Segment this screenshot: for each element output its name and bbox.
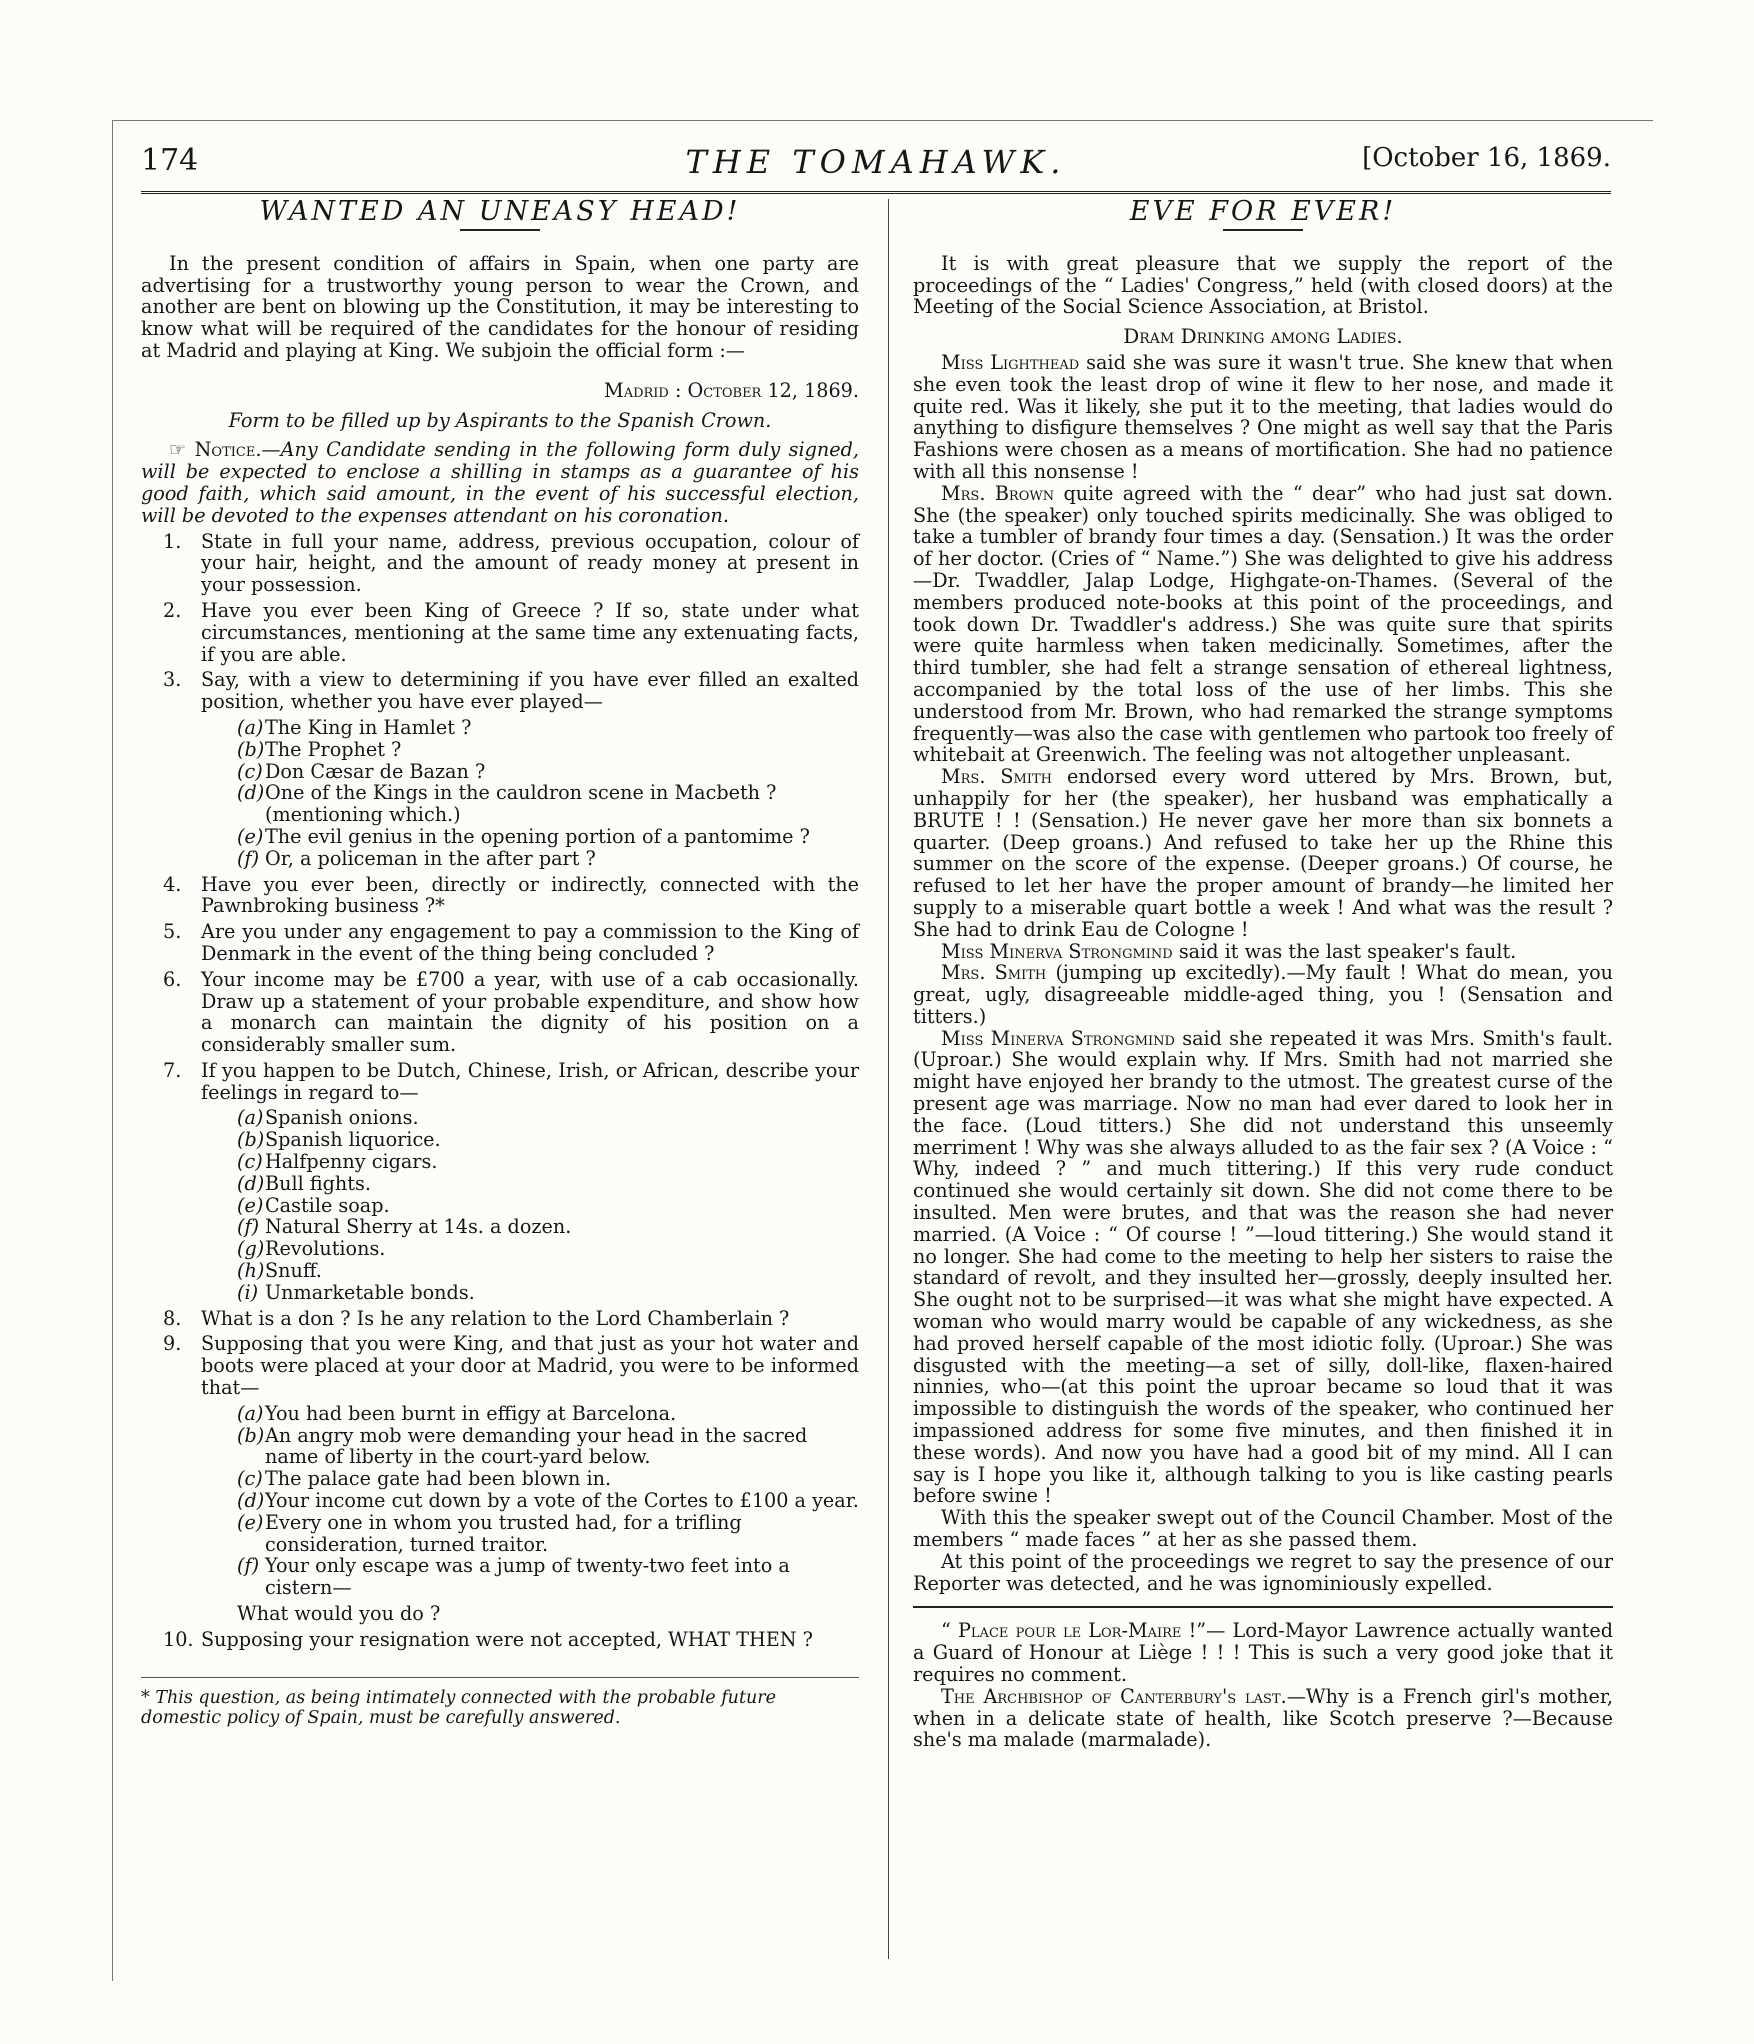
article-title-eve: EVE FOR EVER! — [1129, 196, 1397, 227]
masthead-title: THE TOMAHAWK. — [685, 143, 1067, 181]
newspaper-page — [112, 120, 1653, 1981]
speaker-name: Miss Minerva Strongmind — [941, 1026, 1175, 1050]
sub-item: (a) Spanish onions. — [237, 1106, 419, 1130]
section-subhead: Dram Drinking among Ladies. — [1123, 324, 1403, 349]
speaker-name: Mrs. Smith — [941, 765, 1053, 789]
column-divider — [888, 199, 889, 1959]
question-text: Supposing your resignation were not accepted, WHAT THEN ? — [201, 1627, 813, 1651]
sub-item: (e) Castile soap. — [237, 1193, 390, 1217]
speaker-name: Miss Minerva Strongmind — [941, 939, 1173, 963]
narration-paragraph: At this point of the proceedings we regret to say the presence of our Reporter was detected, and he was ignominiously expelled. — [913, 1549, 1613, 1595]
sub-item: (f) Your only escape was a jump of twenty-two feet into a cistern— — [237, 1554, 790, 1600]
title-rule — [460, 229, 540, 231]
sub-item: (i) Unmarketable bonds. — [237, 1280, 475, 1304]
speech-paragraph: Mrs. Smith endorsed every word uttered by Mrs. Brown, but, unhappily for her (the speaker), her husband was emphatically a BRUTE ! ! (Sensation.) He never gave her more than six bonnets a quarter. (Deep groans.) And refused to take her up the Rhine this summer on the score of the expense. (Deeper groans.) Of course, he refused to let her have the proper amount of brandy—he limited her supply to a miserable quart bottle a week ! And what was the result ? She had to drink Eau de Cologne ! — [913, 765, 1613, 941]
question-item: 9. Supposing that you were King, and that just as your hot water and boots were placed at your door at Madrid, you were to be informed that— (a) You had been burnt in effigy at Barcelona. (b) An angry mob were demanding your head in the sacred name of liberty in the court-yard below. (c) The palace gate had been blown in. (d) Your income cut down by a vote of the Cortes to £100 a year. (e) Every one in whom you trusted had, for a trifling consideration, turned traitor. (f) Your only escape was a jump of twenty-two feet into a cistern— What would you do ? — [163, 1332, 859, 1626]
header-rule — [141, 191, 1611, 194]
sub-list — [237, 1403, 859, 1599]
question-text: Say, with a view to determining if you have ever filled an exalted position, whether you have ever played— — [201, 668, 859, 714]
question-item: 1. State in full your name, address, previous occupation, colour of your hair, height, and the amount of ready money at present in your possession. — [163, 529, 859, 597]
issue-date: [October 16, 1869. — [1362, 143, 1611, 173]
narration-paragraph: With this the speaker swept out of the Council Chamber. Most of the members “ made faces ” at her as she passed them. — [913, 1506, 1613, 1552]
right-column — [913, 196, 1614, 1752]
section-rule — [913, 1606, 1613, 1608]
question-text: Have you ever been King of Greece ? If so, state under what circumstances, mentioning at the same time any extenuating facts, if you are able. — [201, 598, 859, 666]
speech-paragraph: Mrs. Smith (jumping up excitedly).—My fault ! What do mean, you great, ugly, disagreeable middle-aged thing, you ! (Sensation and titters.) — [913, 961, 1613, 1028]
footnote: * This question, as being intimately connected with the probable future domestic policy of Spain, must be carefully answered. — [141, 1677, 859, 1728]
question-item: 2. Have you ever been King of Greece ? If so, state under what circumstances, mentioning at the same time any extenuating facts, if you are able. — [163, 598, 859, 666]
sub-list — [237, 717, 859, 870]
speaker-name: Miss Lighthead — [941, 350, 1080, 374]
page-header — [141, 143, 1611, 189]
sub-item: (a) The King in Hamlet ? — [237, 715, 472, 739]
sub-item: (e) The evil genius in the opening portion of a pantomime ? — [237, 824, 810, 848]
speech-paragraph: Mrs. Brown quite agreed with the “ dear” who had just sat down. She (the speaker) only touched spirits medicinally. She was obliged to take a tumbler of brandy four times a day. (Sensation.) It was the order of her doctor. (Cries of “ Name.”) She was delighted to give his address—Dr. Twaddler, Jalap Lodge, Highgate-on-Thames. (Several of the members produced note-books at this point of the proceedings, and took down Dr. Twaddler's address.) She was quite sure that spirits were quite harmless when taken medicinally. Sometimes, after the third tumbler, she had felt a strange sensation of ethereal lightness, accompanied by the total loss of the use of her limbs. This she understood from Mr. Brown, who had remarked the strange symptoms frequently—was also the case with gentlemen who partook too freely of whitebait at Greenwich. The feeling was not altogether unpleasant. — [913, 481, 1613, 767]
question-item: 10. Supposing your resignation were not accepted, WHAT THEN ? — [163, 1627, 813, 1651]
speaker-name: Mrs. Brown — [941, 481, 1055, 505]
question-text: If you happen to be Dutch, Chinese, Irish, or African, describe your feelings in regard to— — [201, 1058, 859, 1104]
article-title-wanted: WANTED AN UNEASY HEAD! — [259, 196, 741, 227]
question-item: 4. Have you ever been, directly or indirectly, connected with the Pawnbroking business ?* — [163, 872, 859, 918]
question-text: Are you under any engagement to pay a commission to the King of Denmark in the event of the thing being concluded ? — [201, 920, 859, 965]
sub-item: (c) Halfpenny cigars. — [237, 1150, 438, 1174]
question-item: 8. What is a don ? Is he any relation to the Lord Chamberlain ? — [163, 1306, 790, 1330]
sub-item: (b) An angry mob were demanding your head in the sacred name of liberty in the court-yard below. — [237, 1423, 808, 1469]
notice-label: Notice.— — [194, 438, 281, 462]
dateline: Madrid : October 12, 1869. — [604, 378, 859, 402]
sub-item: (d) One of the Kings in the cauldron scene in Macbeth ? (mentioning which.) — [237, 781, 777, 827]
left-column — [141, 196, 859, 1728]
joke-heading: The Archbishop of Canterbury's last. — [941, 1684, 1287, 1708]
sub-item: (f) Natural Sherry at 14s. a dozen. — [237, 1215, 572, 1239]
page-number: 174 — [141, 143, 199, 178]
sub-item: (d) Your income cut down by a vote of the Cortes to £100 a year. — [237, 1489, 859, 1513]
joke-paragraph: The Archbishop of Canterbury's last.—Why is a French girl's mother, when in a delicate state of health, like Scotch preserve ?—Because she's ma malade (marmalade). — [913, 1684, 1614, 1752]
question-list — [141, 531, 859, 1651]
speech-paragraph: Miss Minerva Strongmind said it was the last speaker's fault. — [941, 939, 1517, 963]
sub-item: (b) Spanish liquorice. — [237, 1128, 441, 1152]
sub-item: (b) The Prophet ? — [237, 737, 402, 761]
sub-item: (c) The palace gate had been blown in. — [237, 1467, 612, 1491]
speech-paragraph: Miss Lighthead said she was sure it wasn't true. She knew that when she even took the least drop of wine it flew to her nose, and made it quite red. Was it likely, she put it to the meeting, that ladies would do anything to disfigure themselves ? One might as well say that the Paris Fashions were chosen as a means of mortification. She had no patience with all this nonsense ! — [913, 350, 1614, 483]
question-item: 7. If you happen to be Dutch, Chinese, Irish, or African, describe your feelings in regard to— (a) Spanish onions. (b) Spanish liquorice. (c) Halfpenny cigars. (d) Bull fights. (e) Castile soap. (f) Natural Sherry at 14s. a dozen. (g) Revolutions. (h) Snuff. (i) Unmarketable bonds. — [163, 1058, 859, 1304]
question-text: Supposing that you were King, and that just as your hot water and boots were placed at your door at Madrid, you were to be informed that— — [201, 1332, 859, 1400]
speech-paragraph: Miss Minerva Strongmind said she repeated it was Mrs. Smith's fault. (Uproar.) She would explain why. If Mrs. Smith had not married she might have enjoyed her brandy to the utmost. The greatest curse of the present age was marriage. Now no man had ever dared to look her in the face. (Loud titters.) She did not understand this unseemly merriment ! Why was she always alluded to as the fair sex ? (A Voice : “ Why, indeed ? ” and much tittering.) If this very rude conduct continued she would certainly sit down. She did not come there to be insulted. Men were brutes, and that was the reason she had never married. (A Voice : “ Of course ! ”—loud tittering.) She would stand it no longer. She had come to the meeting to help her sisters to raise the standard of revolt, and they insulted her—grossly, deeply insulted her. She ought not to be surprised—it was what she might have expected. A woman who would marry would be capable of any wickedness, as she had proved herself capable of the most idiotic folly. (Uproar.) She was disgusted with the meeting—a set of silly, doll-like, flaxen-haired ninnies, who—(at this point the uproar became so loud that it was impossible to distinguish the words of the speaker, who continued her impassioned address for some five minutes, and then finished it in these words). And now you have had a good bit of my mind. All I can say is I hope you like it, although talking to you is like casting pearls before swine ! — [913, 1026, 1613, 1508]
speaker-name: Mrs. Smith — [941, 961, 1047, 985]
sub-item: (a) You had been burnt in effigy at Barcelona. — [237, 1401, 677, 1425]
question-text: What is a don ? Is he any relation to the Lord Chamberlain ? — [201, 1306, 790, 1330]
joke-heading: “ Place pour le Lor-Maire !” — [941, 1619, 1207, 1643]
pointing-hand-icon: ☞ — [169, 438, 195, 462]
question-item: 5. Are you under any engagement to pay a commission to the King of Denmark in the event of the thing being concluded ? — [163, 920, 859, 965]
title-rule — [1223, 229, 1303, 231]
question-item: 3. Say, with a view to determining if you have ever filled an exalted position, whether you have ever played— (a) The King in Hamlet ? (b) The Prophet ? (c) Don Cæsar de Bazan ? (d) One of the Kings in the cauldron scene in Macbeth ? (mentioning which.) (e) The evil genius in the opening portion of a pantomime ? (f) Or, a policeman in the after part ? — [163, 668, 859, 870]
sub-item: (g) Revolutions. — [237, 1237, 386, 1261]
sub-item: (f) Or, a policeman in the after part ? — [237, 846, 596, 870]
notice-text: Any Candidate sending in the following form duly signed, will be expected to enclose a shilling in stamps as a guarantee of his good faith, which said amount, in the event of his successful election, will be devoted to the expenses attendant on his coronation. — [141, 438, 859, 527]
article-intro: It is with great pleasure that we supply the report of the proceedings of the “ Ladies' Congress,” held (with closed doors) at the Meeting of the Social Science Association, at Bristol. — [913, 251, 1613, 319]
joke-paragraph: “ Place pour le Lor-Maire !”— Lord-Mayor Lawrence actually wanted a Guard of Honour at Liège ! ! ! This is such a very good joke that it requires no comment. — [913, 1619, 1613, 1686]
question-text: State in full your name, address, previous occupation, colour of your hair, height, and the amount of ready money at present in your possession. — [201, 529, 859, 597]
sub-item: (d) Bull fights. — [237, 1171, 371, 1195]
notice-paragraph — [141, 439, 859, 526]
sub-item: (c) Don Cæsar de Bazan ? — [237, 759, 486, 783]
sub-item: (h) Snuff. — [237, 1259, 322, 1283]
question-text: Have you ever been, directly or indirectly, connected with the Pawnbroking business ?* — [201, 872, 859, 918]
question-tail: What would you do ? — [237, 1602, 441, 1626]
article-intro: In the present condition of affairs in Spain, when one party are advertising for a trustworthy young person to wear the Crown, and another are bent on blowing up the Constitution, it may be interesting to know what will be required of the candidates for the honour of residing at Madrid and playing at King. We subjoin the official form :— — [141, 251, 859, 362]
question-text: Your income may be £700 a year, with use of a cab occasionally. Draw up a statement of your probable expenditure, and show how a monarch can maintain the dignity of his position on a considerably smaller sum. — [201, 967, 859, 1057]
form-title: Form to be filled up by Aspirants to the Spanish Crown. — [228, 408, 772, 432]
question-item: 6. Your income may be £700 a year, with use of a cab occasionally. Draw up a statement of your probable expenditure, and show how a monarch can maintain the dignity of his position on a considerably smaller sum. — [163, 967, 859, 1057]
sub-item: (e) Every one in whom you trusted had, for a trifling consideration, turned traitor. — [237, 1510, 742, 1556]
sub-list — [237, 1107, 859, 1303]
